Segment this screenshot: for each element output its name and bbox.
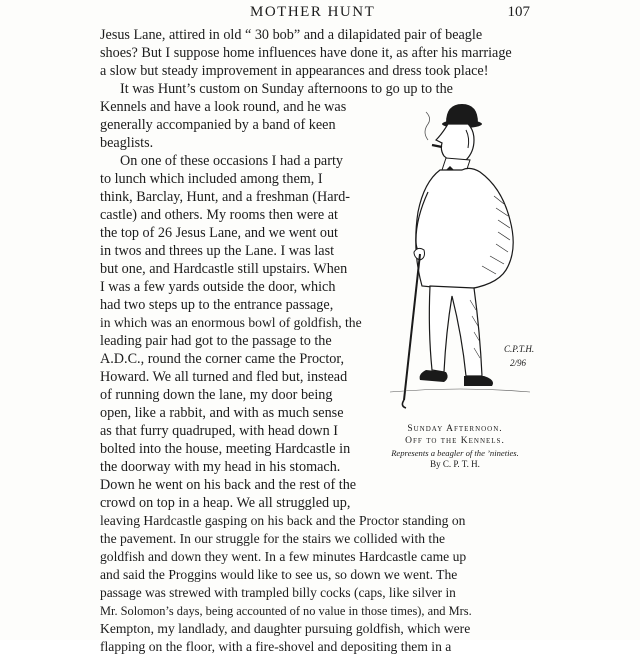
text-line: leaving Hardcastle gasping on his back and the Proctor standing on (100, 513, 466, 528)
text-line: in twos and threes up the Lane. I was last (100, 243, 335, 259)
text-line: to lunch which included among them, I (100, 171, 323, 187)
jacket (416, 168, 513, 290)
text-line: a slow but steady improvement in appearances and dress took place! (100, 63, 489, 79)
text-line: and said the Proggins would like to see us, so down we went. The (100, 567, 458, 582)
text-line: shoes? But I suppose home influences have done it, as after his marriage (100, 45, 512, 61)
text-line: leading pair had got to the passage to the (100, 333, 332, 349)
beagler-illustration (370, 100, 540, 420)
left-shoe (420, 370, 448, 382)
text-line: generally accompanied by a band of keen (100, 117, 336, 133)
page-number: 107 (507, 4, 530, 20)
text-line: Down he went on his back and the rest of the (100, 477, 357, 493)
text-line: It was Hunt’s custom on Sunday afternoons to go up to the (120, 81, 453, 97)
text-line: A.D.C., round the corner came the Proctor, (100, 351, 345, 367)
text-line: had two steps up to the entrance passage, (100, 297, 334, 313)
figure-caption-subtitle: Off to the Kennels. (405, 436, 505, 446)
text-line: of running down the lane, my door being (100, 387, 333, 403)
figure-caption-title: Sunday Afternoon. (407, 424, 503, 434)
cigar (432, 145, 442, 147)
text-line: open, like a rabbit, and with as much sense (100, 405, 344, 421)
text-line: Howard. We all turned and fled but, instead (100, 369, 348, 385)
text-line: On one of these occasions I had a party (120, 153, 343, 169)
text-line: flapping on the floor, with a fire-shovel and depositing them in a (100, 639, 452, 654)
beagler-drawing (370, 100, 540, 420)
text-line: Mr. Solomon’s days, being accounted of no value in those times), and Mrs. (100, 604, 472, 618)
stick-tip (402, 400, 406, 408)
text-line: the top of 26 Jesus Lane, and we went out (100, 225, 338, 241)
text-line: the doorway with my head in his stomach. (100, 459, 341, 475)
text-line: Kennels and have a look round, and he was (100, 99, 347, 115)
text-line: bolted into the house, meeting Hardcastle in (100, 441, 351, 457)
right-shoe (464, 376, 493, 386)
text-line: castle) and others. My rooms then were at (100, 207, 338, 223)
ground-line (390, 389, 530, 392)
text-line: Jesus Lane, attired in old “ 30 bob” and a dilapidated pair of beagle (100, 27, 483, 43)
text-line: goldfish and down they went. In a few minutes Hardcastle came up (100, 549, 467, 564)
text-line: crowd on top in a heap. We all struggled up, (100, 495, 351, 511)
figure-caption-credit: By C. P. T. H. (430, 459, 480, 469)
running-head (100, 4, 530, 24)
running-title: MOTHER HUNT (250, 4, 376, 20)
text-line: the pavement. In our struggle for the stairs we collided with the (100, 531, 446, 546)
text-line: but one, and Hardcastle still upstairs. When (100, 261, 348, 277)
artist-signature: C.P.T.H. (504, 344, 535, 354)
artist-date: 2/96 (510, 358, 527, 368)
smoke (425, 112, 430, 140)
trousers (429, 286, 482, 376)
text-line: passage was strewed with trampled billy cocks (caps, like silver in (100, 585, 456, 600)
bowler-hat (446, 104, 478, 123)
text-line: I was a few yards outside the door, which (100, 279, 336, 295)
walking-stick (404, 254, 420, 400)
text-line: Kempton, my landlady, and daughter pursuing goldfish, which were (100, 621, 471, 636)
text-line: as that furry quadruped, with head down I (100, 423, 338, 439)
figure-caption-note: Represents a beagler of the ’nineties. (391, 448, 519, 458)
text-line: think, Barclay, Hunt, and a freshman (Hard- (100, 189, 351, 205)
text-line: in which was an enormous bowl of goldfish, the (100, 315, 362, 330)
text-line: beaglists. (100, 135, 154, 151)
